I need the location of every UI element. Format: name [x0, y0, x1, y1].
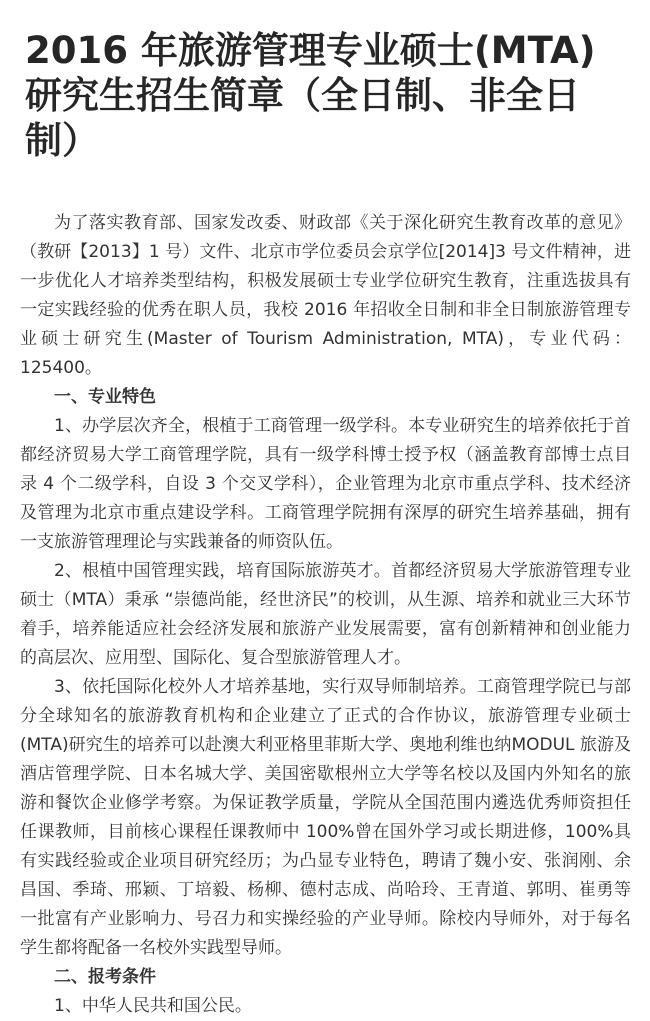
feature-paragraph-2: 2、根植中国管理实践，培育国际旅游英才。首都经济贸易大学旅游管理专业硕士（MTA）秉承 “崇德尚能，经世济民”的校训，从生源、培养和就业三大环节着手，培养能适应社会经济发展和旅游产业发展需要，富有创新精神和创业能力的高层次、应用型、国际化、复合型旅游管理人才。 — [20, 561, 631, 668]
section-heading-program-features: 一、专业特色 — [54, 387, 156, 407]
feature-paragraph-3: 3、依托国际化校外人才培养基地，实行双导师制培养。工商管理学院已与部分全球知名的旅游教育机构和企业建立了正式的合作协议，旅游管理专业硕士(MTA)研究生的培养可以赴澳大利亚格里菲斯大学、奥地利维也纳MODUL 旅游及酒店管理学院、日本名城大学、美国密歇根州立大学等名校以及国内外知名的旅游和餐饮企业修学考察。为保证教学质量，学院从全国范围内遴选优秀师资担任任课教师，目前核心课程任课教师中 100%曾在国外学习或长期进修，100%具有实践经验或企业项目研究经历；为凸显专业特色，聘请了魏小安、张润刚、余昌国、季琦、邢颖、丁培毅、杨柳、德村志成、尚哈玲、王青道、郭明、崔勇等一批富有产业影响力、号召力和实操经验的产业导师。除校内导师外，对于每名学生都将配备一名校外实践型导师。 — [20, 677, 631, 958]
document-body — [20, 209, 631, 1021]
requirement-paragraph-1: 1、中华人民共和国公民。 — [54, 996, 252, 1016]
section-heading-application-requirements: 二、报考条件 — [54, 967, 156, 987]
feature-paragraph-1: 1、办学层次齐全，根植于工商管理一级学科。本专业研究生的培养依托于首都经济贸易大学工商管理学院，具有一级学科博士授予权（涵盖教育部博士点目录 4 个二级学科，自设 3 个交叉学科），企业管理为北京市重点学科、技术经济及管理为北京市重点建设学科。工商管理学院拥有深厚的研究生培养基础，拥有一支旅游管理理论与实践兼备的师资队伍。 — [20, 416, 631, 552]
intro-paragraph: 为了落实教育部、国家发改委、财政部《关于深化研究生教育改革的意见》（教研【2013】1 号）文件、北京市学位委员会京学位[2014]3 号文件精神，进一步优化人才培养类型结构，积极发展硕士专业学位研究生教育，注重选拔具有一定实践经验的优秀在职人员，我校 2016 年招收全日制和非全日制旅游管理专业硕士研究生(Master of Tourism Administration, MTA)，专业代码：125400。 — [20, 213, 631, 378]
page-title: 2016 年旅游管理专业硕士(MTA)研究生招生简章（全日制、非全日制） — [25, 29, 596, 162]
